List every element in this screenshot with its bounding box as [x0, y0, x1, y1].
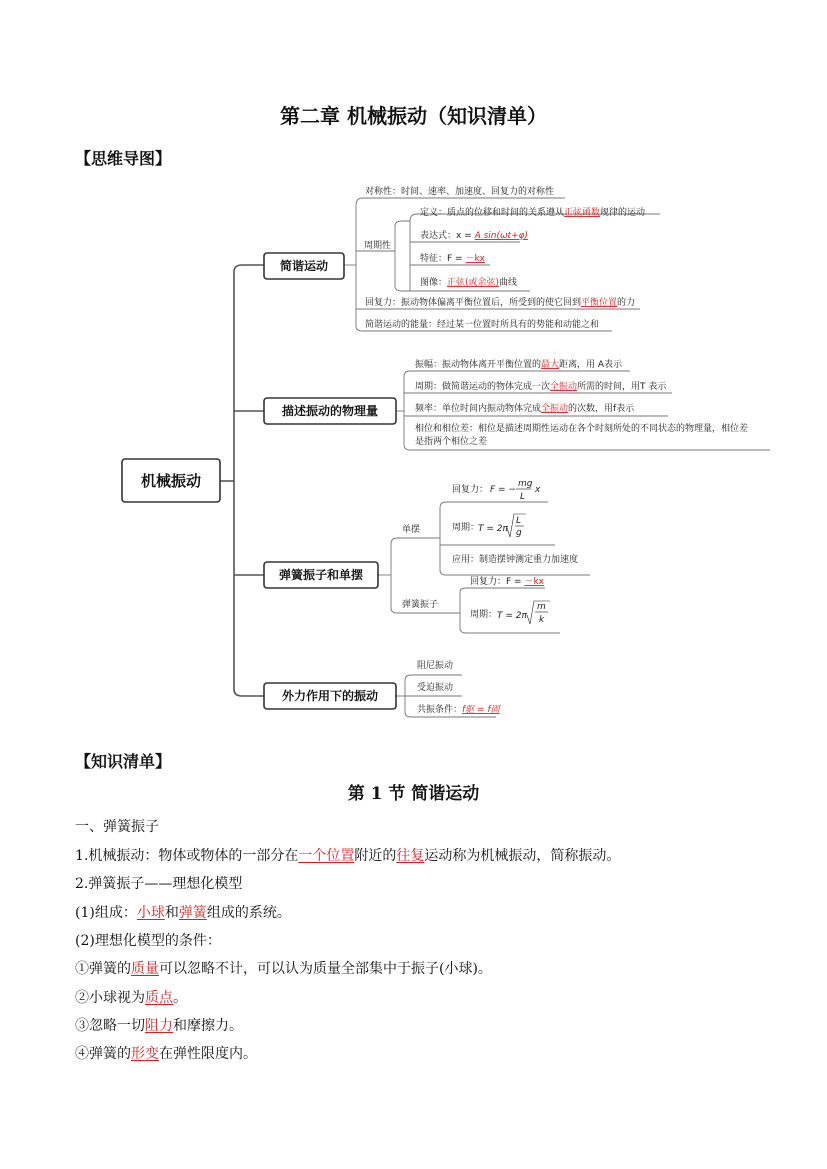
- pendulum-restore-label: 回复力：: [452, 485, 489, 495]
- restoring-force-note: 回复力：振动物体偏离平衡位置后，所受到的使它回到平衡位置的力: [365, 298, 636, 308]
- spring-oscillator-label: 弹簧振子: [402, 600, 439, 610]
- periodicity-label: 周期性: [364, 241, 392, 251]
- branch-physical-quantities-label: 描述振动的物理量: [281, 404, 379, 418]
- graph-note: 图像：正弦(或余弦)曲线: [420, 278, 518, 288]
- pendulum-application-note: 应用：制造摆钟测定重力加速度: [452, 555, 579, 565]
- list-item: (2)理想化模型的条件：: [75, 933, 221, 949]
- page-title: 第二章 机械振动（知识清单）: [280, 104, 547, 128]
- damped-vibration-note: 阻尼振动: [417, 661, 454, 671]
- section-heading: 第 1 节 简谐运动: [347, 784, 480, 804]
- root-label: 机械振动: [140, 472, 202, 490]
- branch-spring-pendulum-label: 弹簧振子和单摆: [278, 568, 364, 582]
- pendulum-label: 单摆: [402, 525, 421, 535]
- definition-note: 定义：质点的位移和时间的关系遵从正弦函数规律的运动: [420, 208, 646, 218]
- svg-text:g: g: [516, 528, 522, 538]
- list-item: ④弹簧的形变在弹性限度内。: [75, 1046, 257, 1062]
- pendulum-period-formula: [478, 514, 526, 538]
- branch-simple-harmonic-label: 简谐运动: [279, 259, 329, 273]
- svg-text:F = −: F = −: [490, 485, 516, 495]
- list-item: (1)组成：小球和弹簧组成的系统。: [75, 905, 291, 921]
- list-item: ①弹簧的质量可以忽略不计，可以认为质量全部集中于振子(小球)。: [75, 961, 492, 977]
- energy-note: 简谐运动的能量：经过某一位置时所具有的势能和动能之和: [365, 320, 600, 330]
- svg-text:x: x: [535, 485, 541, 495]
- svg-text:mg: mg: [518, 479, 533, 489]
- list-item: ②小球视为质点。: [75, 990, 187, 1006]
- list-item: ③忽略一切阻力和摩擦力。: [75, 1018, 243, 1034]
- list-item: 2.弹簧振子——理想化模型: [75, 876, 243, 892]
- spring-restore-note: 回复力：F = －kx: [470, 577, 544, 587]
- svg-text:L: L: [520, 492, 526, 502]
- svg-text:L: L: [516, 516, 522, 526]
- svg-text:m: m: [537, 602, 546, 612]
- amplitude-note: 振幅：振动物体离开平衡位置的最大距离，用 A表示: [415, 360, 623, 370]
- spring-period-formula: [497, 601, 550, 625]
- frequency-note: 频率：单位时间内振动物体完成全振动的次数，用f表示: [415, 404, 635, 414]
- feature-note: 特征：F = －kx: [420, 254, 485, 264]
- expression-note: 表达式：x = A sin(ωt+φ): [420, 231, 529, 241]
- pendulum-restore-formula: [490, 479, 541, 502]
- list-item: 1.机械振动：物体或物体的一部分在一个位置附近的往复运动称为机械振动，简称振动。: [75, 848, 621, 864]
- spring-period-label: 周期：: [470, 610, 498, 620]
- svg-text:k: k: [539, 615, 545, 625]
- resonance-condition-note: 共振条件：f驱 = f固: [417, 705, 500, 715]
- period-note: 周期：做简谐运动的物体完成一次全振动所需的时间，用T 表示: [415, 382, 667, 392]
- mindmap-section-heading: 【思维导图】: [75, 149, 172, 168]
- svg-text:T = 2π: T = 2π: [478, 524, 508, 534]
- pendulum-period-label: 周期：: [452, 523, 480, 533]
- knowledge-list-heading: 【知识清单】: [75, 752, 172, 771]
- phase-note-line1: 相位和相位差：相位是描述周期性运动在各个时刻所处的不同状态的物理量，相位差: [415, 424, 749, 434]
- symmetry-note: 对称性：时间、速率、加速度、回复力的对称性: [365, 187, 555, 197]
- list-item: 一、弹簧振子: [75, 819, 159, 835]
- phase-note-line2: 是指两个相位之差: [415, 437, 488, 447]
- svg-text:T = 2π: T = 2π: [497, 611, 527, 621]
- branch-external-force-label: 外力作用下的振动: [281, 689, 379, 703]
- forced-vibration-note: 受迫振动: [417, 683, 454, 693]
